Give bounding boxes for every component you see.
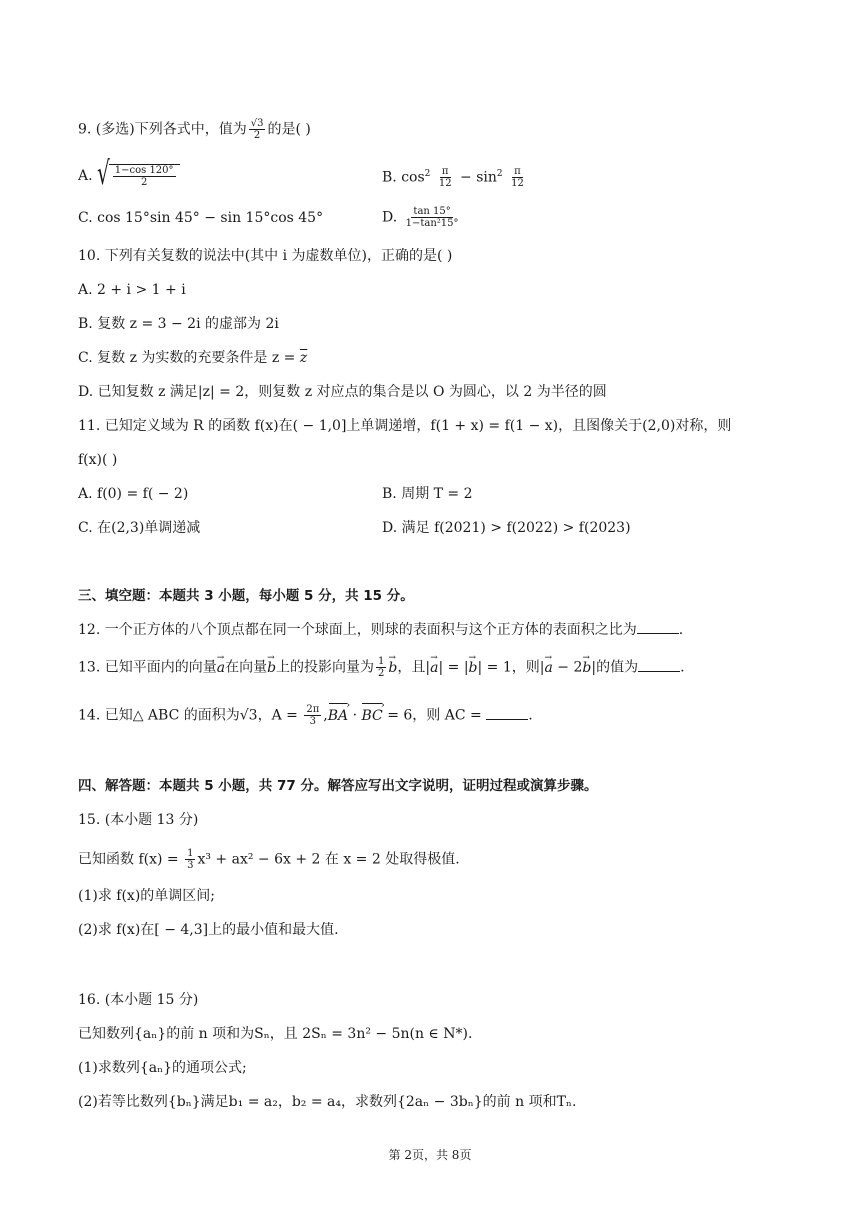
q13-text-2: 在向量 <box>225 659 268 676</box>
q10-stem: 10. 下列有关复数的说法中(其中 i 为虚数单位)，正确的是( ) <box>78 248 453 264</box>
vector-a: → a <box>545 658 553 678</box>
q16-head: 16. (本小题 15 分) <box>78 992 199 1008</box>
q9-option-d <box>382 206 463 229</box>
q15-fraction <box>185 848 195 871</box>
q9-option-b-frac2: $\frac{\pi}{12}$ <box>511 166 524 189</box>
q10-option-c-conjugate: $\overline{z}$ <box>299 350 308 366</box>
vector-b: → b <box>388 658 397 678</box>
q10-option-b: B. 复数 z = 3 − 2i 的虚部为 2i <box>78 316 279 332</box>
q9-option-a-fraction <box>113 165 176 188</box>
sqrt-symbol: √ $\frac{1-\cos 120^\circ}{2}$ <box>97 164 180 188</box>
q9-stem <box>78 118 311 141</box>
q15-frac-num: 1 <box>187 848 194 859</box>
q13-text-5: | = | <box>438 659 469 676</box>
q16-stem: 已知数列{aₙ}的前 n 项和为Sₙ，且 2Sₙ = 3n² − 5n(n ∈ N*). <box>78 1026 473 1042</box>
q11-option-c: C. 在(2,3)单调递减 <box>78 520 201 536</box>
q12-text: 12. 一个正方体的八个顶点都在同一个球面上，则球的表面积与这个正方体的表面积之比为 <box>78 622 637 638</box>
q15-stem-post: x³ + ax² − 6x + 2 在 x = 2 处取得极值. <box>197 851 460 868</box>
q13-text-6: | = 1，则| <box>477 659 545 676</box>
q9-value-num: √3 <box>250 118 264 129</box>
vector-a: → a <box>217 658 225 678</box>
q9-option-d-label: D. <box>382 209 398 226</box>
q11-option-d: D. 满足 f(2021) > f(2022) > f(2023) <box>382 520 631 536</box>
q9-option-d-fraction <box>404 206 461 229</box>
q11-stem-line2: f(x)( ) <box>78 452 118 468</box>
answer-blank <box>637 621 679 634</box>
q15-frac-den: 3 <box>187 860 194 871</box>
vector-b: → b <box>582 658 591 678</box>
q9-stem-pre: 9. (多选)下列各式中，值为 <box>78 121 247 138</box>
q9-option-d-den: 1−tan²15° <box>405 218 459 229</box>
q9-option-b-label: B. cos <box>382 169 425 186</box>
q10-option-d: D. 已知复数 z 满足|z| = 2，则复数 z 对应点的集合是以 O 为圆心，以 2 为半径的圆 <box>78 384 607 400</box>
q9-option-c: C. cos 15°sin 45° − sin 15°cos 45° <box>78 210 324 226</box>
vector-b: → b <box>267 658 276 678</box>
q14-angle-den: 3 <box>309 716 316 727</box>
vector-b: → b <box>469 658 478 678</box>
section-3-heading: 三、填空题：本题共 3 小题，每小题 5 分，共 15 分。 <box>78 588 414 604</box>
q14-dot: · <box>348 707 362 724</box>
q9-option-a-den: 2 <box>140 177 148 188</box>
answer-blank <box>638 659 680 672</box>
q15-head: 15. (本小题 13 分) <box>78 812 199 828</box>
q13-text-1: 13. 已知平面内的向量 <box>78 659 217 676</box>
q13-half-den: 2 <box>378 668 385 679</box>
q16-part-1: (1)求数列{aₙ}的通项公式; <box>78 1060 247 1076</box>
q14-text-1: 14. 已知△ ABC 的面积为√3，A = <box>78 707 303 724</box>
vector-ba: BA › <box>328 706 348 726</box>
q9-stem-post: 的是( ) <box>267 121 311 138</box>
q14: 14. 已知△ ABC 的面积为√3，A = $\frac{2\pi}{3}$ ,BA › · BC › = 6，则 AC = . <box>78 704 533 727</box>
answer-blank <box>486 707 528 720</box>
q15-stem <box>78 848 460 871</box>
q13: 13. 已知平面内的向量→ a在向量→ b上的投影向量为 $\frac{1}{2}$ → b，且|→ a| = |→ b| = 1，则|→ a − 2→ b|的值为 . <box>78 656 685 679</box>
q13-text-3: 上的投影向量为 <box>276 659 375 676</box>
q13-text-4: ，且| <box>397 659 431 676</box>
q9-option-b: B. $\cos^2$ $\frac{\pi}{12}$ − $\sin^2$ $\frac{\pi}{12}$ <box>382 166 524 189</box>
q9-option-d-num: tan 15° <box>413 206 451 217</box>
q15-part-2: (2)求 f(x)在[ − 4,3]上的最小值和最大值. <box>78 922 339 938</box>
q11-option-b: B. 周期 T = 2 <box>382 486 473 502</box>
q14-text-2: = 6，则 AC = <box>382 707 487 724</box>
q9-option-a <box>78 153 180 192</box>
q12: 12. 一个正方体的八个顶点都在同一个球面上，则球的表面积与这个正方体的表面积之比为 . <box>78 622 684 638</box>
q14-angle-fraction <box>304 704 321 727</box>
q15-part-1: (1)求 f(x)的单调区间; <box>78 888 215 904</box>
page-footer: 第 2页，共 8页 <box>388 1148 472 1162</box>
section-4-heading: 四、解答题：本题共 5 小题，共 77 分。解答应写出文字说明，证明过程或演算步骤。 <box>78 778 598 794</box>
q11-stem-line1: 11. 已知定义域为 R 的函数 f(x)在( − 1,0]上单调递增，f(1 + x) = f(1 − x)，且图像关于(2,0)对称，则 <box>78 418 732 434</box>
q16-part-2: (2)若等比数列{bₙ}满足b₁ = a₂，b₂ = a₄，求数列{2aₙ − 3bₙ}的前 n 项和Tₙ. <box>78 1094 577 1110</box>
q13-half-fraction <box>376 656 386 679</box>
q9-value-den: 2 <box>253 130 261 141</box>
q14-angle-num: 2π <box>306 704 320 715</box>
q13-text-7: − 2 <box>552 659 583 676</box>
q15-stem-pre: 已知函数 f(x) = <box>78 851 184 868</box>
vector-bc: BC › <box>361 706 382 726</box>
q9-option-b-frac1: $\frac{\pi}{12}$ <box>438 166 452 189</box>
q10-option-c <box>78 348 307 368</box>
q9-option-a-num: 1−cos 120° <box>114 165 174 176</box>
q9-option-a-label: A. <box>78 168 93 184</box>
q11-option-a: A. f(0) = f( − 2) <box>78 486 189 502</box>
q10-option-a: A. 2 + i > 1 + i <box>78 282 186 298</box>
q13-half-num: 1 <box>378 656 385 667</box>
q9-value-fraction <box>249 118 266 141</box>
q13-text-8: |的值为 <box>591 659 639 676</box>
vector-a: → a <box>430 658 438 678</box>
q10-option-c-text: C. 复数 z 为实数的充要条件是 z = <box>78 350 300 366</box>
